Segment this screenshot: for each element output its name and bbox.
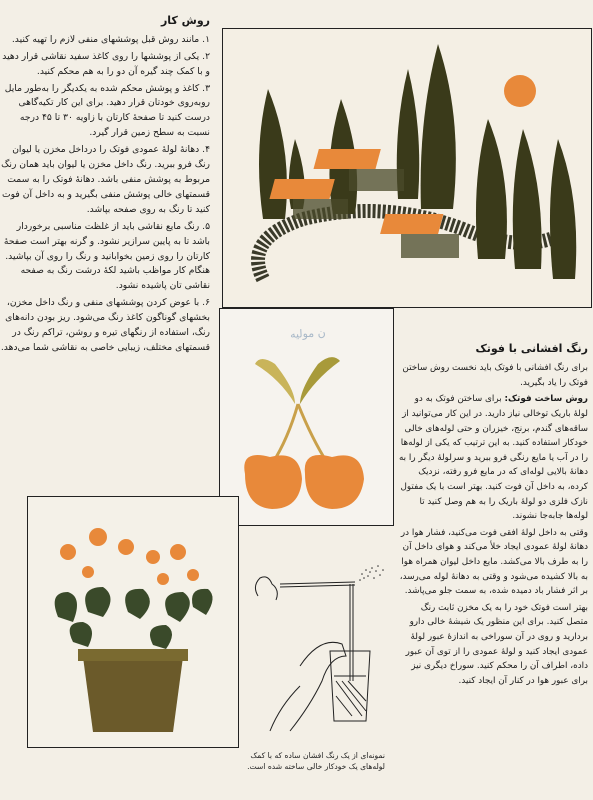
landscape-svg [223, 29, 591, 307]
spray-para2: وقتی به داخل لولهٔ افقی فوت می‌کنید، فشار هوا در دهانهٔ لولهٔ عمودی ایجاد خلأ می‌کند و هوای داخل آن را به طرف بالا می‌کشد. مایع داخل لیوان همراه هوا به بالا کشیده می‌شود و وقتی به دهانهٔ لوله می‌رسد، بر اثر فشار باد دمیده شده، به سمت جلو می‌پاشد. [399, 527, 588, 597]
method-step-2: ۲. یکی از پوششها را روی کاغذ سفید نقاشی قرار دهید و با کمک چند گیره آن دو را به هم محکم کنید. [2, 50, 210, 77]
method-step-6: ۶. با عوض کردن پوششهای منفی و رنگ داخل مخزن، بخشهای گوناگون کاغذ رنگ می‌شود. ریز بودن دانه‌های رنگ، استفاده از رنگهای تیره و روشن، تراکم رنگ در قسمتهای مختلف، زیبایی خاصی به نقاشی شما می‌دهد. [0, 297, 210, 353]
method-step-5: ۵. رنگ مایع نقاشی باید از غلظت مناسبی برخوردار باشد تا به پایین سرازیر نشود. و گرنه بهتر است صفحهٔ کارتان را روی زمین بخوابانید و رنگ را روی آن بپاشید. هنگام کار مواظب باشید لکهٔ درشت رنگ به صفحه نقاشی تان پاشیده نشود. [3, 220, 210, 292]
figure-caption: نمونه‌ای از یک رنگ افشان ساده که با کمک لوله‌های یک خودکار خالی ساخته شده است. [247, 751, 385, 772]
spray-title: رنگ افشانی با فوتک [475, 342, 588, 355]
cherry-svg [220, 309, 393, 525]
sprayer-svg [250, 556, 390, 736]
spray-intro: برای رنگ افشانی با فوتک باید نخست روش ساختن فوتک را یاد بگیرید. [402, 363, 588, 388]
landscape-illustration [222, 28, 592, 308]
method-step-3: ۳. کاغذ و پوشش محکم شده به یکدیگر را به‌طور مایل روبه‌روی خودتان قرار دهید. برای این کار تکیه‌گاهی درست کنید تا صفحهٔ کارتان با زاویه ۳۰ تا ۴۵ درجه نسبت به سطح زمین قرار گیرد. [4, 82, 210, 139]
flowerpot-svg [28, 497, 238, 747]
sprayer-drawing [250, 556, 390, 736]
spray-making-text: برای ساختن فوتک به دو لولهٔ باریک توخالی نیاز دارید. در این کار می‌توانید از ساقه‌های گندم، برنج، خیزران و حتی لوله‌های خالی خودکار استفاده کنید. به این ترتیب که یکی از لوله‌ها را در آب یا مایع رنگی فرو ببرید و سرلولهٔ دیگر را به دهانهٔ بالایی لوله‌ای که در مایع فرو رفته، نزدیک کرده، به داخل آن فوت کنید. بهتر است با یک مفتول نازک فلزی دو لولهٔ باریک را به هم وصل کنید تا لوله‌ها جابه‌جا نشوند. [398, 394, 588, 522]
method-section [0, 12, 210, 358]
spray-making-label: روش ساخت فوتک: [504, 394, 588, 405]
spray-making [398, 392, 588, 523]
method-step-1: ۱. مانند روش قبل پوششهای منفی لازم را تهیه کنید. [11, 33, 210, 45]
spray-para3: بهتر است فوتک خود را به یک مخزن ثابت رنگ متصل کنید. برای این منظور یک شیشهٔ خالی دارو بردارید و روی در آن سوراخی به اندازهٔ عبور لولهٔ عمودی ایجاد کنید و لولهٔ عمودی را از توی آن عبور داده، اطراف آن را محکم کنید. سوراخ دیگری نیز برای عبور هوا در کنار آن ایجاد کنید. [405, 602, 588, 686]
method-step-4: ۴. دهانهٔ لولهٔ عمودی فوتک را درداخل مخزن یا لیوان رنگ فرو ببرید. رنگ داخل مخزن یا لیوان باید همان رنگ مربوط به پوشش منفی باشد. دهانهٔ فوتک را به سمت قسمتهای خالی پوشش منفی بگیرید و به داخل آن فوت کنید تا رنگ به روی صفحه بپاشد. [1, 144, 210, 215]
spray-section [398, 340, 588, 690]
flowerpot-illustration [27, 496, 239, 748]
cherry-illustration [219, 308, 394, 526]
method-title: روش کار [160, 14, 210, 27]
partial-text: ن مولیه [289, 326, 327, 341]
